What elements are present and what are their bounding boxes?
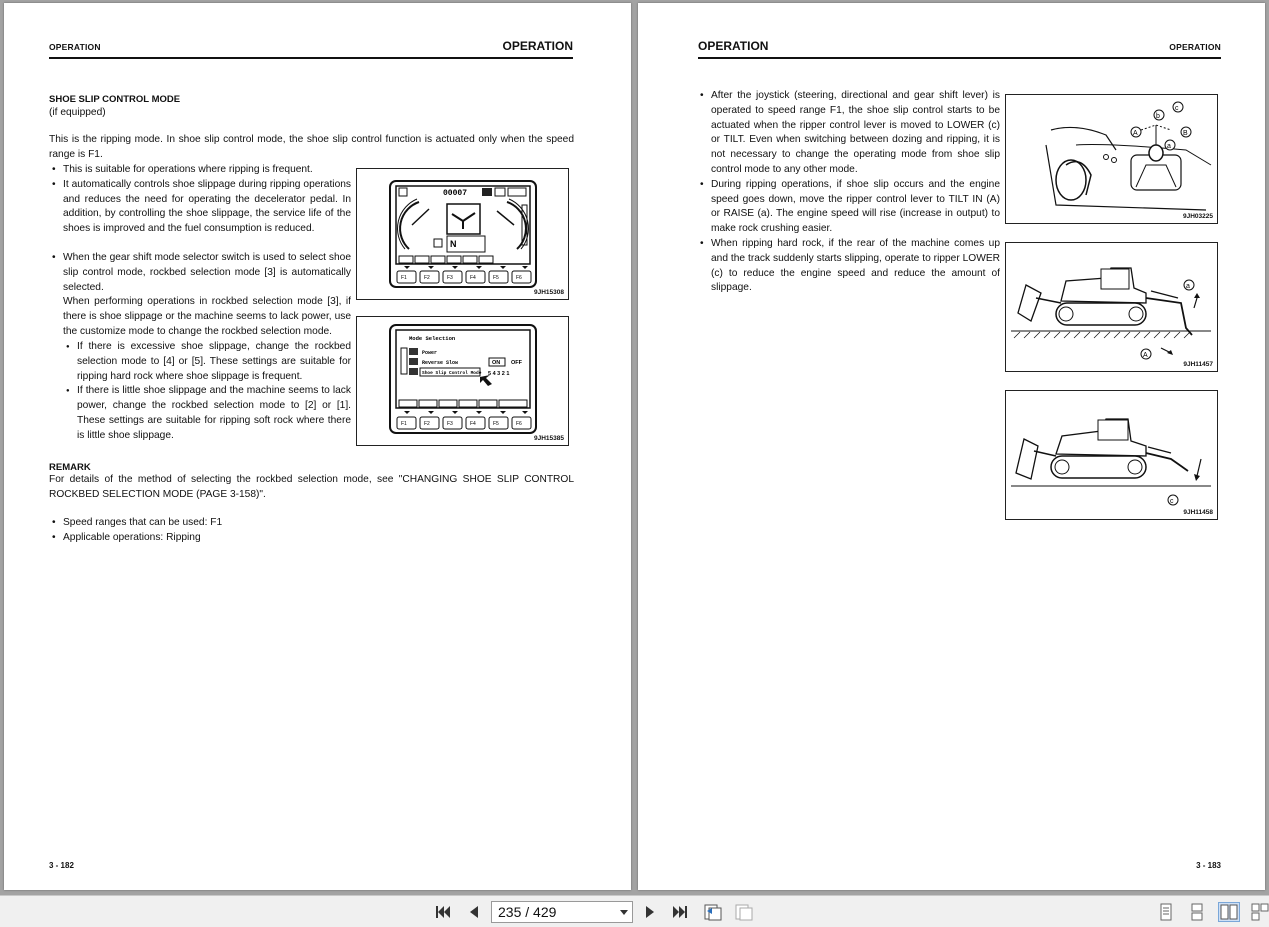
menu-row: Reverse Slow [422, 360, 459, 366]
menu-levels: 5 4 3 2 1 [488, 371, 510, 377]
fkey-label: F6 [516, 421, 522, 427]
two-page-continuous-icon[interactable] [1249, 902, 1269, 922]
figure-code: 9JH03225 [1183, 213, 1213, 220]
section-title: SHOE SLIP CONTROL MODE [49, 94, 181, 105]
fkey-label: F1 [401, 275, 407, 281]
figure-joystick [1005, 94, 1218, 224]
list-item: • Speed ranges that can be used: F1 [52, 516, 452, 531]
figure-ripping-lower [1005, 390, 1218, 520]
fkey-label: F4 [470, 421, 476, 427]
list-item: • When the gear shift mode selector switch is used to select shoe slip control mode, rockbed selection mode [3] is automatically selected. [52, 251, 351, 295]
remark-text: For details of the method of selecting the rockbed selection mode, see "CHANGING SHOE SLIP CONTROL ROCKBED SELECTION MODE (PAGE 3-158)". [49, 473, 574, 500]
header-big: OPERATION [698, 39, 769, 53]
two-page-icon[interactable] [1218, 902, 1240, 922]
list-item: • After the joystick (steering, directional and gear shift lever) is operated to speed range F1, the shoe slip control starts to be actuated when the ripper control lever is moved to LOWER (c) or TILT. Even when switching between dozing and ripping, it is not necessary to change the operating mode from shoe slip control mode to any other mode. [700, 89, 1000, 178]
fkey-label: F5 [493, 421, 499, 427]
gear-indicator: N [450, 239, 457, 249]
label-c: c [1175, 105, 1179, 112]
figure-code: 9JH11457 [1183, 361, 1213, 368]
menu-row: Shoe Slip Control Mode [422, 371, 482, 376]
navigation-toolbar [0, 895, 1269, 927]
fkey-label: F5 [493, 275, 499, 281]
next-view-icon[interactable] [733, 902, 755, 922]
menu-on: ON [492, 360, 501, 366]
hour-meter-text: 00007 [443, 189, 468, 198]
label-A: A [1143, 352, 1148, 359]
list-item: • This is suitable for operations where ripping is frequent. [52, 163, 351, 178]
label-a: a [1167, 143, 1171, 150]
single-page-icon[interactable] [1155, 902, 1177, 922]
previous-page-icon[interactable] [463, 902, 485, 922]
sub-bullet-list [63, 340, 351, 444]
list-item: • Applicable operations: Ripping [52, 531, 452, 546]
label-B: B [1183, 130, 1188, 137]
bullet-list [700, 89, 1000, 296]
page-right [638, 3, 1265, 890]
list-item: • During ripping operations, if shoe slip occurs and the engine speed goes down, move the ripper control lever to TILT IN (A) or RAISE (a). The engine speed will rise (increase in output) to make rock crushing easier. [700, 178, 1000, 237]
bullet-list [52, 163, 351, 237]
bulldozer-ripping-drawing [1006, 243, 1217, 371]
bullet-list [52, 251, 351, 295]
header-small: OPERATION [49, 42, 101, 52]
menu-off: OFF [511, 360, 522, 366]
previous-view-icon[interactable] [702, 902, 724, 922]
menu-row: Power [422, 350, 438, 356]
figure-code: 9JH11458 [1183, 509, 1213, 516]
fkey-label: F3 [447, 421, 453, 427]
list-item: • It automatically controls shoe slippage during ripping operations and reduces the need for operating the decelerator pedal. In addition, by controlling the shoe slippage, the service life of the shoes is improved and the fuel consumption is reduced. [52, 178, 351, 237]
fkey-label: F3 [447, 275, 453, 281]
list-item: • When ripping hard rock, if the rear of the machine comes up and the track suddenly starts slipping, operate to ripper LOWER (c) to reduce the engine speed and reduce the amount of slippage. [700, 237, 1000, 296]
joystick-drawing [1006, 95, 1217, 223]
page-number-input[interactable] [491, 901, 633, 923]
paragraph: When performing operations in rockbed selection mode [3], if there is shoe slippage or the machine seems to lack power, use the customize mode to change the rockbed selection mode. [63, 296, 351, 337]
bulldozer-lower-drawing [1006, 391, 1217, 519]
intro-paragraph: This is the ripping mode. In shoe slip control mode, the shoe slip control function is actuated only when the speed range is F1. [49, 134, 574, 160]
next-page-icon[interactable] [639, 902, 661, 922]
figure-ripping-raise [1005, 242, 1218, 372]
monitor-display-drawing [357, 169, 568, 299]
page-left [4, 3, 631, 890]
page-display: 235 / 429 [498, 904, 557, 920]
label-b: b [1156, 113, 1160, 120]
continuous-icon[interactable] [1186, 902, 1208, 922]
remark-title: REMARK [49, 462, 91, 473]
label-A: A [1133, 130, 1138, 137]
figure-code: 9JH15308 [534, 289, 564, 296]
first-page-icon[interactable] [432, 902, 454, 922]
label-a: a [1186, 283, 1190, 290]
bullet-list [52, 516, 452, 546]
figure-mode-selection [356, 316, 569, 446]
fkey-label: F2 [424, 275, 430, 281]
page-number: 3 - 183 [1196, 861, 1221, 870]
fkey-label: F2 [424, 421, 430, 427]
label-c: c [1170, 498, 1174, 505]
chevron-down-icon[interactable] [620, 910, 628, 915]
header-small: OPERATION [1169, 42, 1221, 52]
page-header [49, 39, 573, 59]
mode-selection-drawing [357, 317, 568, 445]
page-number: 3 - 182 [49, 861, 74, 870]
figure-monitor-display [356, 168, 569, 300]
list-item: ● If there is excessive shoe slippage, change the rockbed selection mode to [4] or [5]. These settings are suitable for ripping hard rock where shoe slippage is frequent. [63, 340, 351, 384]
section-subtitle: (if equipped) [49, 106, 106, 118]
fkey-label: F6 [516, 275, 522, 281]
list-item: ● If there is little shoe slippage and the machine seems to lack power, change the rockbed selection mode to [2] or [1]. These settings are suitable for ripping soft rock where there is little shoe slippage. [63, 384, 351, 443]
figure-code: 9JH15385 [534, 435, 564, 442]
fkey-label: F1 [401, 421, 407, 427]
page-header [698, 39, 1221, 59]
fkey-label: F4 [470, 275, 476, 281]
header-big: OPERATION [502, 39, 573, 53]
menu-title: Mode Selection [409, 335, 456, 342]
last-page-icon[interactable] [669, 902, 691, 922]
